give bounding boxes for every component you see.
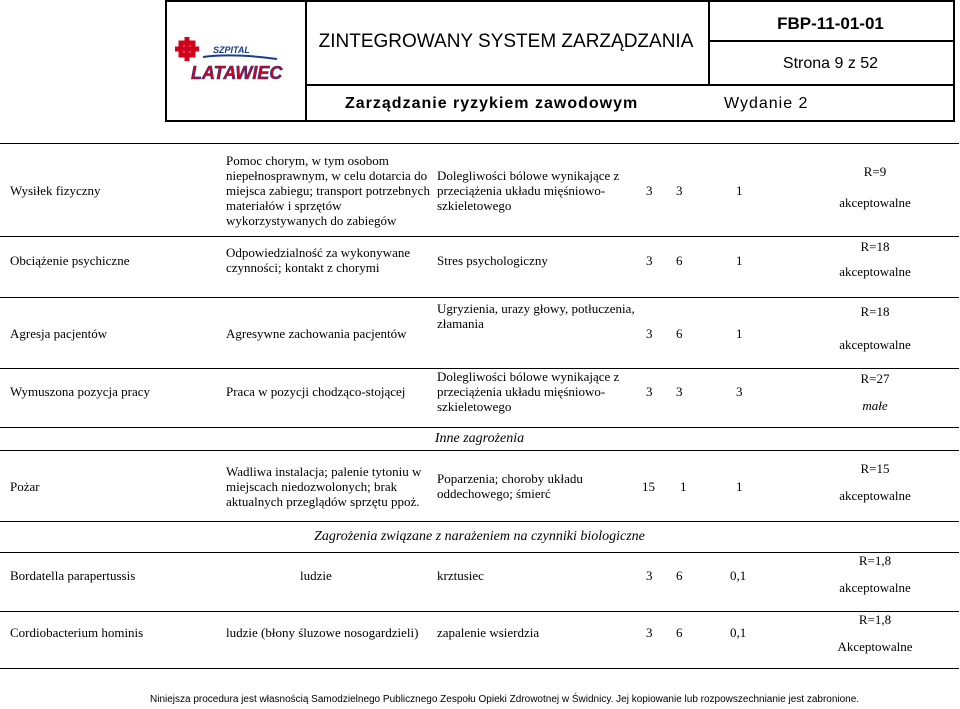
risk-assessment (795, 371, 955, 413)
risk-rating: akceptowalne (839, 337, 911, 352)
hospital-logo (173, 35, 283, 91)
hazard-effect: Poparzenia; choroby układu oddechowego; śmierć (437, 471, 583, 501)
param-1: 15 (642, 478, 655, 494)
risk-value: R=27 (860, 371, 890, 386)
risk-rating: małe (862, 398, 888, 413)
logo-main-text: LATAWIEC (191, 63, 283, 83)
risk-rating: akceptowalne (839, 195, 911, 210)
table-row (0, 369, 959, 428)
risk-assessment (795, 239, 955, 279)
table-row (0, 451, 959, 522)
risk-parameters (630, 553, 800, 597)
section-heading-biological: Zagrożenia związane z narażeniem na czynniki biologiczne (0, 522, 959, 553)
document-subtitle: Zarządzanie ryzykiem zawodowym (345, 95, 639, 112)
param-1: 3 (646, 252, 653, 268)
risk-value: R=1,8 (858, 553, 892, 568)
param-1: 3 (646, 567, 653, 583)
header-divider (708, 40, 955, 42)
risk-assessment (795, 461, 955, 503)
table-row (0, 553, 959, 612)
table-row (0, 612, 959, 669)
footer-notice: Niniejsza procedura jest własnością Samodzielnego Publicznego Zespołu Opieki Zdrowotnej w Świdnicy. Jej kopiowanie lub rozpowszechnianie jest zabronione. (150, 694, 860, 705)
hazard-source: Pomoc chorym, w tym osobom niepełnosprawnym, w celu dotarcia do miejsca zabiegu; transport potrzebnych materiałów i sprzętów wykorzystywanych do zabiegów (226, 152, 430, 228)
param-1: 3 (646, 383, 653, 399)
risk-value: R=15 (860, 461, 890, 476)
risk-rating: akceptowalne (839, 488, 911, 503)
param-1: 3 (646, 624, 653, 640)
table-row (0, 298, 959, 369)
param-2: 6 (676, 567, 683, 583)
risk-rating: Akceptowalne (837, 639, 913, 654)
risk-value: R=18 (860, 239, 890, 254)
param-3: 1 (736, 478, 743, 494)
section-heading-other: Inne zagrożenia (0, 428, 959, 451)
param-3: 3 (736, 383, 743, 399)
risk-parameters (630, 144, 800, 236)
hazard-source: Praca w pozycji chodząco-stojącej (226, 383, 406, 399)
hazard-factor: Wymuszona pozycja pracy (10, 383, 150, 399)
hazard-effect: Dolegliwości bólowe wynikające z przeciążenia układu mięśniowo-szkieletowego (437, 167, 620, 213)
header-divider (305, 2, 307, 120)
hazard-source: Odpowiedzialność za wykonywane czynności; kontakt z chorymi (226, 245, 411, 275)
param-2: 3 (676, 182, 683, 198)
param-2: 6 (676, 624, 683, 640)
param-3: 1 (736, 182, 743, 198)
hazard-factor: Wysiłek fizyczny (10, 182, 101, 198)
param-2: 6 (676, 325, 683, 341)
logo-top-text: SZPITAL (213, 45, 250, 55)
hazard-factor: Pożar (10, 478, 40, 494)
risk-value: R=1,8 (858, 612, 892, 627)
hazard-effect: Ugryzienia, urazy głowy, potłuczenia, złamania (437, 301, 635, 331)
hazard-factor: Bordatella parapertussis (10, 567, 136, 583)
hazard-factor: Agresja pacjentów (10, 325, 108, 341)
hazard-effect: krztusiec (437, 567, 484, 583)
risk-rating: akceptowalne (839, 580, 911, 595)
risk-parameters (630, 298, 800, 368)
system-title: ZINTEGROWANY SYSTEM ZARZĄDZANIA (318, 31, 694, 52)
hazard-source: ludzie (błony śluzowe nosogardzieli) (226, 624, 419, 640)
table-row (0, 237, 959, 298)
hazard-factor: Obciążenie psychiczne (10, 252, 130, 268)
risk-assessment (795, 612, 955, 654)
table-row (0, 144, 959, 237)
param-3: 0,1 (730, 624, 747, 640)
risk-value: R=9 (863, 164, 887, 179)
hazard-source: Wadliwa instalacja; palenie tytoniu w miejscach niedozwolonych; brak aktualnych przeglądów sprzętu ppoż. (226, 463, 422, 509)
risk-parameters (630, 237, 800, 283)
risk-rating: akceptowalne (839, 264, 911, 279)
param-3: 1 (736, 252, 743, 268)
risk-table (0, 143, 959, 668)
risk-assessment (795, 304, 955, 352)
risk-parameters (630, 369, 800, 413)
hazard-effect: Stres psychologiczny (437, 252, 548, 268)
risk-assessment (795, 553, 955, 595)
param-1: 3 (646, 325, 653, 341)
risk-parameters (630, 612, 800, 652)
hazard-source: Agresywne zachowania pacjentów (226, 325, 407, 341)
param-2: 1 (680, 478, 687, 494)
param-2: 3 (676, 383, 683, 399)
risk-assessment (795, 164, 955, 210)
hazard-effect: Dolegliwości bólowe wynikające z przeciążenia układu mięśniowo-szkieletowego (437, 368, 620, 414)
document-code: FBP-11-01-01 (777, 14, 884, 33)
hazard-effect: zapalenie wsierdzia (437, 624, 540, 640)
param-3: 1 (736, 325, 743, 341)
page-number: Strona 9 z 52 (782, 55, 879, 72)
edition-label: Wydanie 2 (724, 95, 809, 112)
param-3: 0,1 (730, 567, 747, 583)
param-1: 3 (646, 182, 653, 198)
hazard-source: ludzie (300, 567, 332, 583)
param-2: 6 (676, 252, 683, 268)
risk-parameters (630, 451, 800, 521)
header-divider (305, 84, 955, 86)
risk-value: R=18 (860, 304, 890, 319)
hazard-factor: Cordiobacterium hominis (10, 624, 144, 640)
